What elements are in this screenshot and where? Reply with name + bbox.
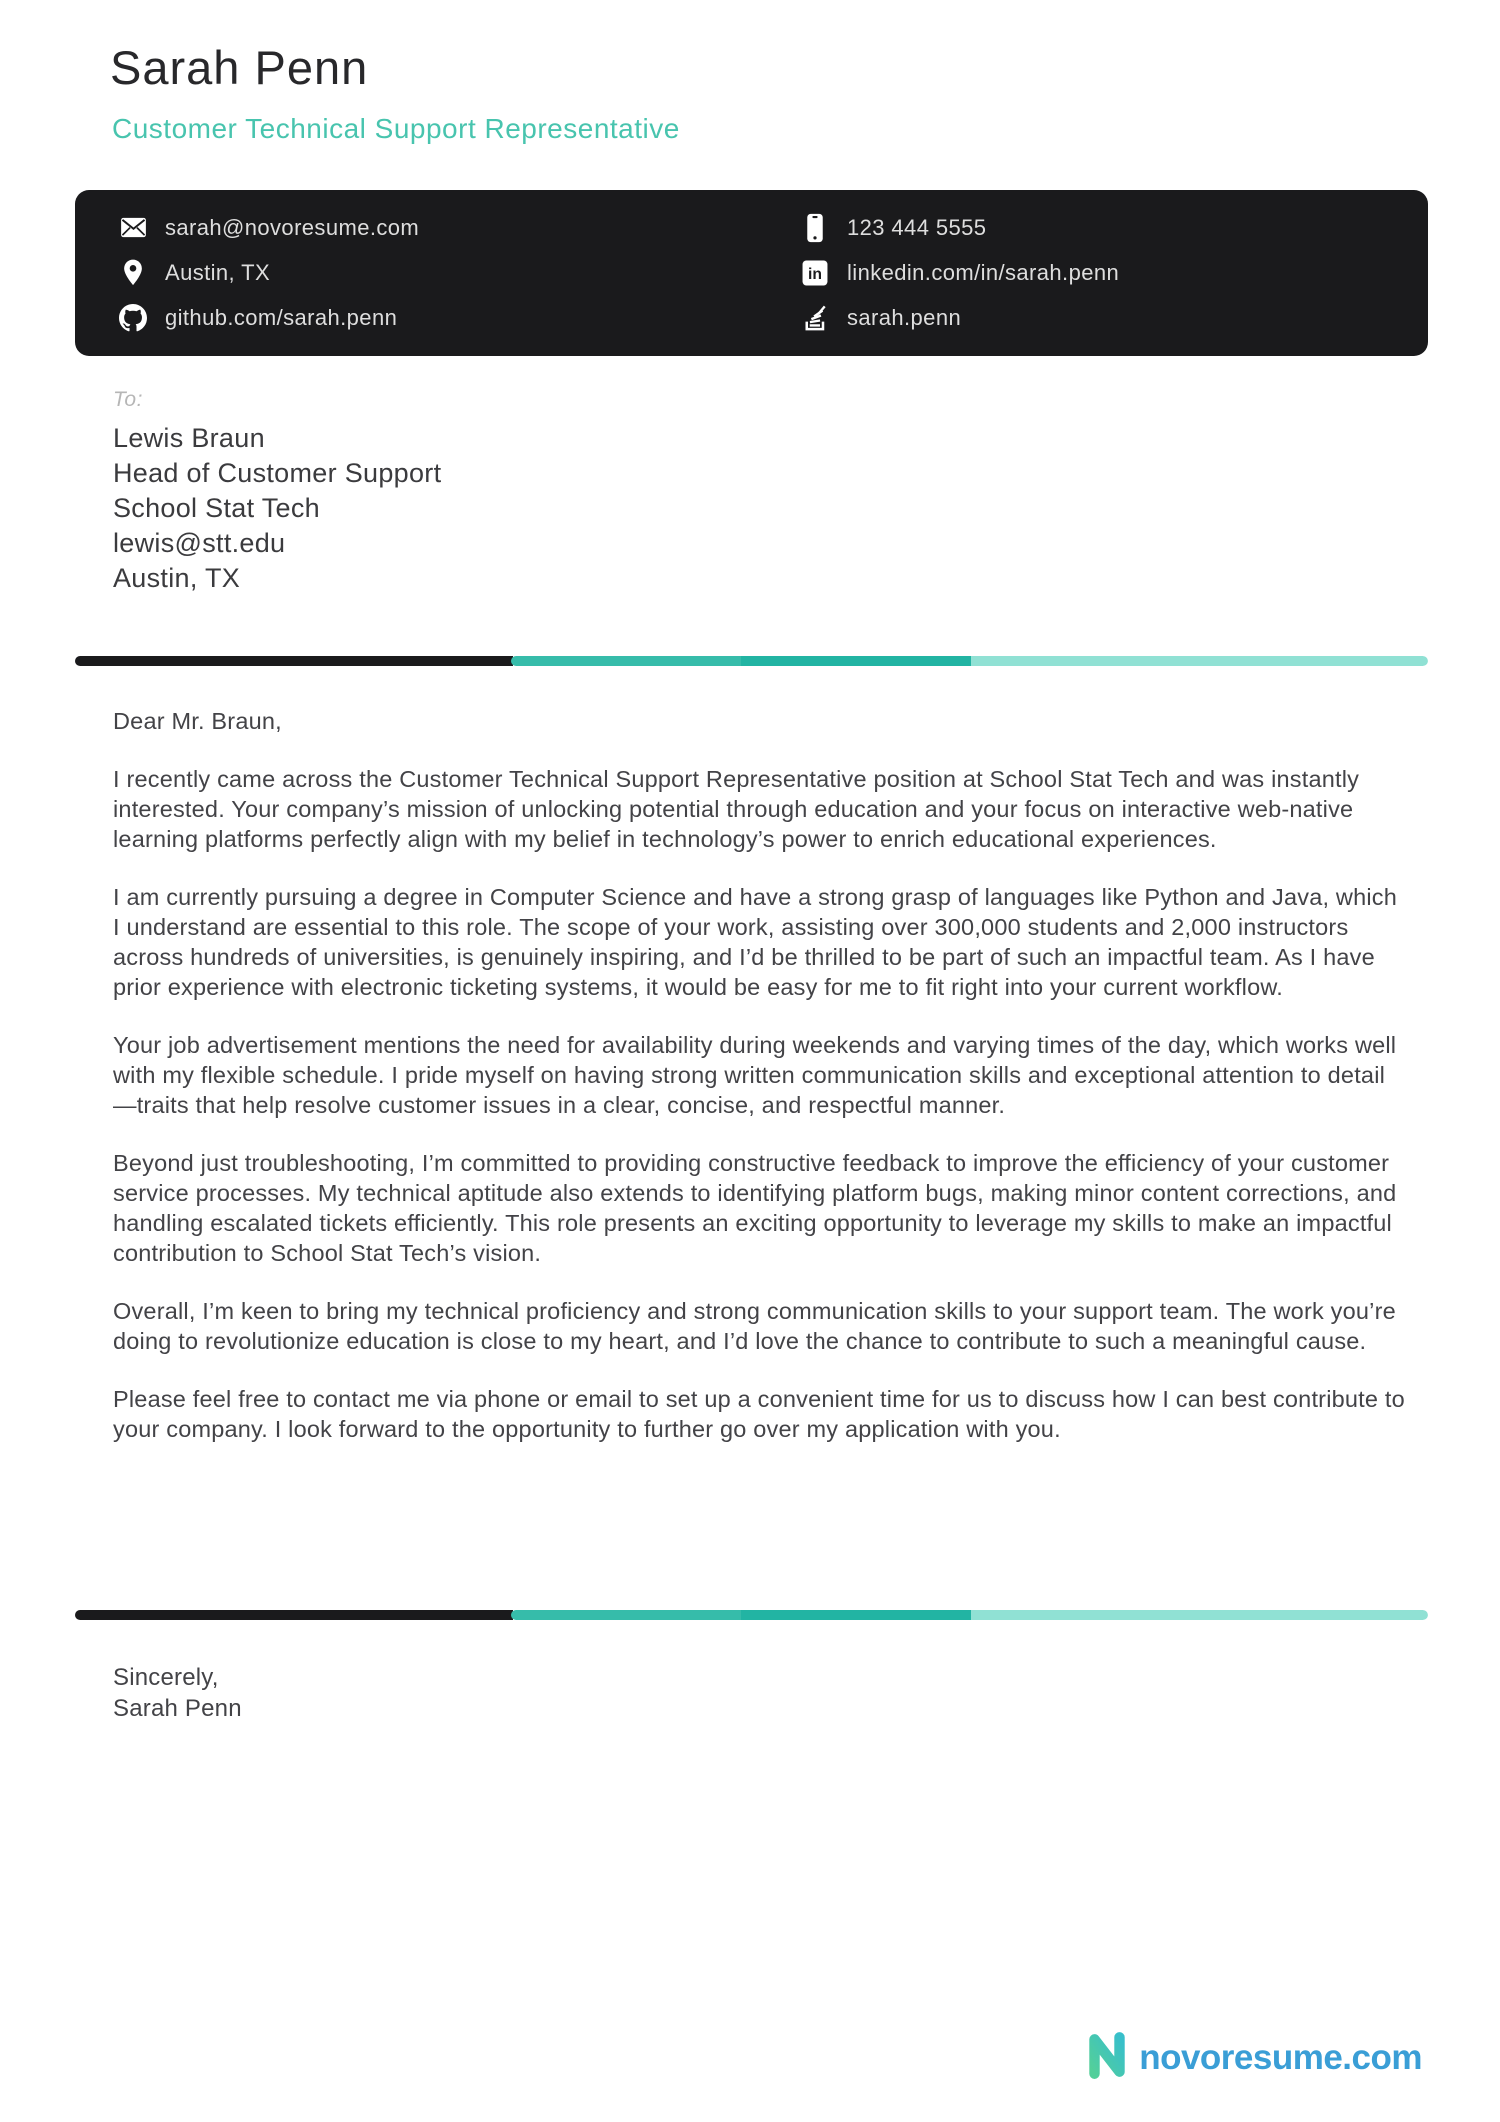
divider-segment-teal2 [741,1610,971,1620]
contact-item-linkedin[interactable] [800,252,1428,294]
contact-item-stackoverflow[interactable] [800,297,1428,339]
novoresume-logo-icon [1084,2030,1130,2085]
contact-location-text: Austin, TX [165,259,271,285]
divider-segment-light [971,1610,1428,1620]
contact-item-email[interactable] [118,207,800,249]
location-icon [118,259,148,286]
salutation: Dear Mr. Braun, [113,708,282,734]
recipient-role: Head of Customer Support [113,458,442,488]
divider-segment-dark [75,656,513,666]
letter-paragraph: Please feel free to contact me via phone or email to set up a convenient time for us to discuss how I can best contribute to your company. I look forward to the opportunity to further go over my application with you. [113,1386,1405,1442]
email-icon [118,217,148,238]
recipient-name: Lewis Braun [113,423,265,453]
stackoverflow-icon [800,305,830,332]
divider-top [75,656,1428,666]
job-title: Customer Technical Support Representative [112,113,680,144]
contact-item-phone[interactable] [800,207,1428,249]
brand-text: novoresume.com [1139,2037,1422,2077]
recipient-to-label: To: [113,388,143,411]
contact-email-text: sarah@novoresume.com [165,214,420,240]
closing-block [113,1662,242,1724]
contact-column-left [75,205,800,341]
divider-segment-teal [511,656,741,666]
divider-segment-light [971,656,1428,666]
phone-icon [800,213,830,243]
contact-column-right [800,205,1428,341]
contact-stackoverflow-text: sarah.penn [847,305,962,331]
letter-body [113,706,1405,1472]
recipient-company: School Stat Tech [113,493,320,523]
contact-phone-text: 123 444 5555 [847,214,987,240]
divider-segment-dark [75,1610,513,1620]
svg-text:in: in [808,266,822,284]
recipient-email: lewis@stt.edu [113,528,286,558]
recipient-block [113,388,441,596]
contact-linkedin-text: linkedin.com/in/sarah.penn [847,259,1120,285]
letter-paragraph: I am currently pursuing a degree in Computer Science and have a strong grasp of languages like Python and Java, which I understand are essential to this role. The scope of your work, assisting over 300,000 students and 2,000 instructors across hundreds of universities, is genuinely inspiring, and I’d be thrilled to be part of such an impactful team. As I have prior experience with electronic ticketing systems, it would be easy for me to fit right into your current workflow. [113,884,1398,1000]
person-name: Sarah Penn [110,41,369,94]
brand-footer[interactable] [1084,2030,1422,2085]
closing-signature: Sarah Penn [113,1695,242,1722]
github-icon [118,304,148,332]
divider-segment-teal [511,1610,741,1620]
contact-bar [75,190,1428,356]
contact-item-location [118,252,800,294]
letter-paragraph: Overall, I’m keen to bring my technical proficiency and strong communication skills to your support team. The work you’re doing to revolutionize education is close to my heart, and I’d love the chance to contribute to such a meaningful cause. [113,1298,1396,1354]
letter-paragraph: Beyond just troubleshooting, I’m committed to providing constructive feedback to improve the efficiency of your customer service processes. My technical aptitude also extends to identifying platform bugs, making minor content corrections, and handling escalated tickets efficiently. This role presents an exciting opportunity to leverage my skills to make an impactful contribution to School Stat Tech’s vision. [113,1150,1397,1266]
recipient-location: Austin, TX [113,563,241,593]
closing-salutation: Sincerely, [113,1664,219,1691]
linkedin-icon [800,260,830,286]
letter-paragraph: I recently came across the Customer Technical Support Representative position at School Stat Tech and was instantly interested. Your company’s mission of unlocking potential through education and your focus on interactive web-native learning platforms perfectly align with my belief in technology’s power to enrich educational experiences. [113,766,1360,852]
letter-paragraph: Your job advertisement mentions the need for availability during weekends and varying times of the day, which works well with my flexible schedule. I pride myself on having strong written communication skills and exceptional attention to detail—traits that help resolve customer issues in a clear, concise, and respectful manner. [113,1032,1397,1118]
divider-segment-teal2 [741,656,971,666]
contact-item-github[interactable] [118,297,800,339]
divider-bottom [75,1610,1428,1620]
contact-github-text: github.com/sarah.penn [165,305,398,331]
